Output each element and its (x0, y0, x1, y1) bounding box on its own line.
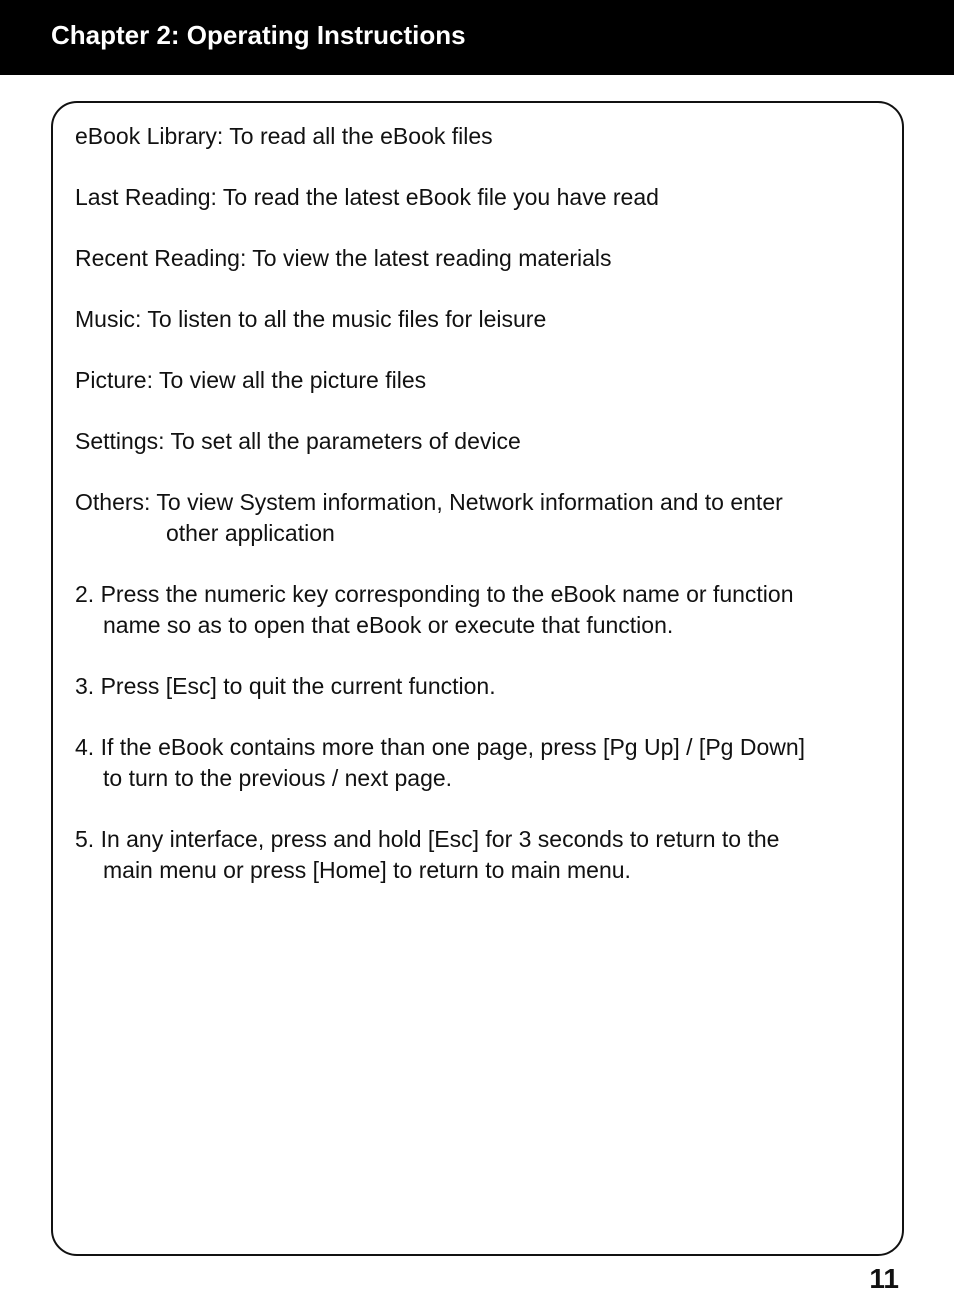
page-number: 11 (869, 1263, 899, 1294)
step-2-continued: name so as to open that eBook or execute that function. (103, 612, 674, 638)
content-text (75, 121, 895, 886)
menu-item-picture: Picture: To view all the picture files (75, 367, 427, 393)
step-3: 3. Press [Esc] to quit the current function. (75, 673, 496, 699)
step-5-continued: main menu or press [Home] to return to main menu. (103, 857, 631, 883)
step-4-continued: to turn to the previous / next page. (103, 765, 453, 791)
menu-item-last-reading: Last Reading: To read the latest eBook file you have read (75, 184, 659, 210)
menu-item-music: Music: To listen to all the music files for leisure (75, 306, 547, 332)
content-box (51, 101, 904, 1256)
menu-item-others-continued: other application (166, 520, 335, 546)
menu-item-others: Others: To view System information, Network information and to enter (75, 489, 783, 515)
step-4: 4. If the eBook contains more than one page, press [Pg Up] / [Pg Down] (75, 734, 806, 760)
chapter-header (0, 0, 954, 75)
step-2: 2. Press the numeric key corresponding to the eBook name or function (75, 581, 794, 607)
step-5: 5. In any interface, press and hold [Esc] for 3 seconds to return to the (75, 826, 780, 852)
menu-item-ebook-library: eBook Library: To read all the eBook files (75, 123, 493, 149)
chapter-title: Chapter 2: Operating Instructions (51, 20, 466, 50)
menu-item-settings: Settings: To set all the parameters of device (75, 428, 521, 454)
menu-item-recent-reading: Recent Reading: To view the latest reading materials (75, 245, 612, 271)
